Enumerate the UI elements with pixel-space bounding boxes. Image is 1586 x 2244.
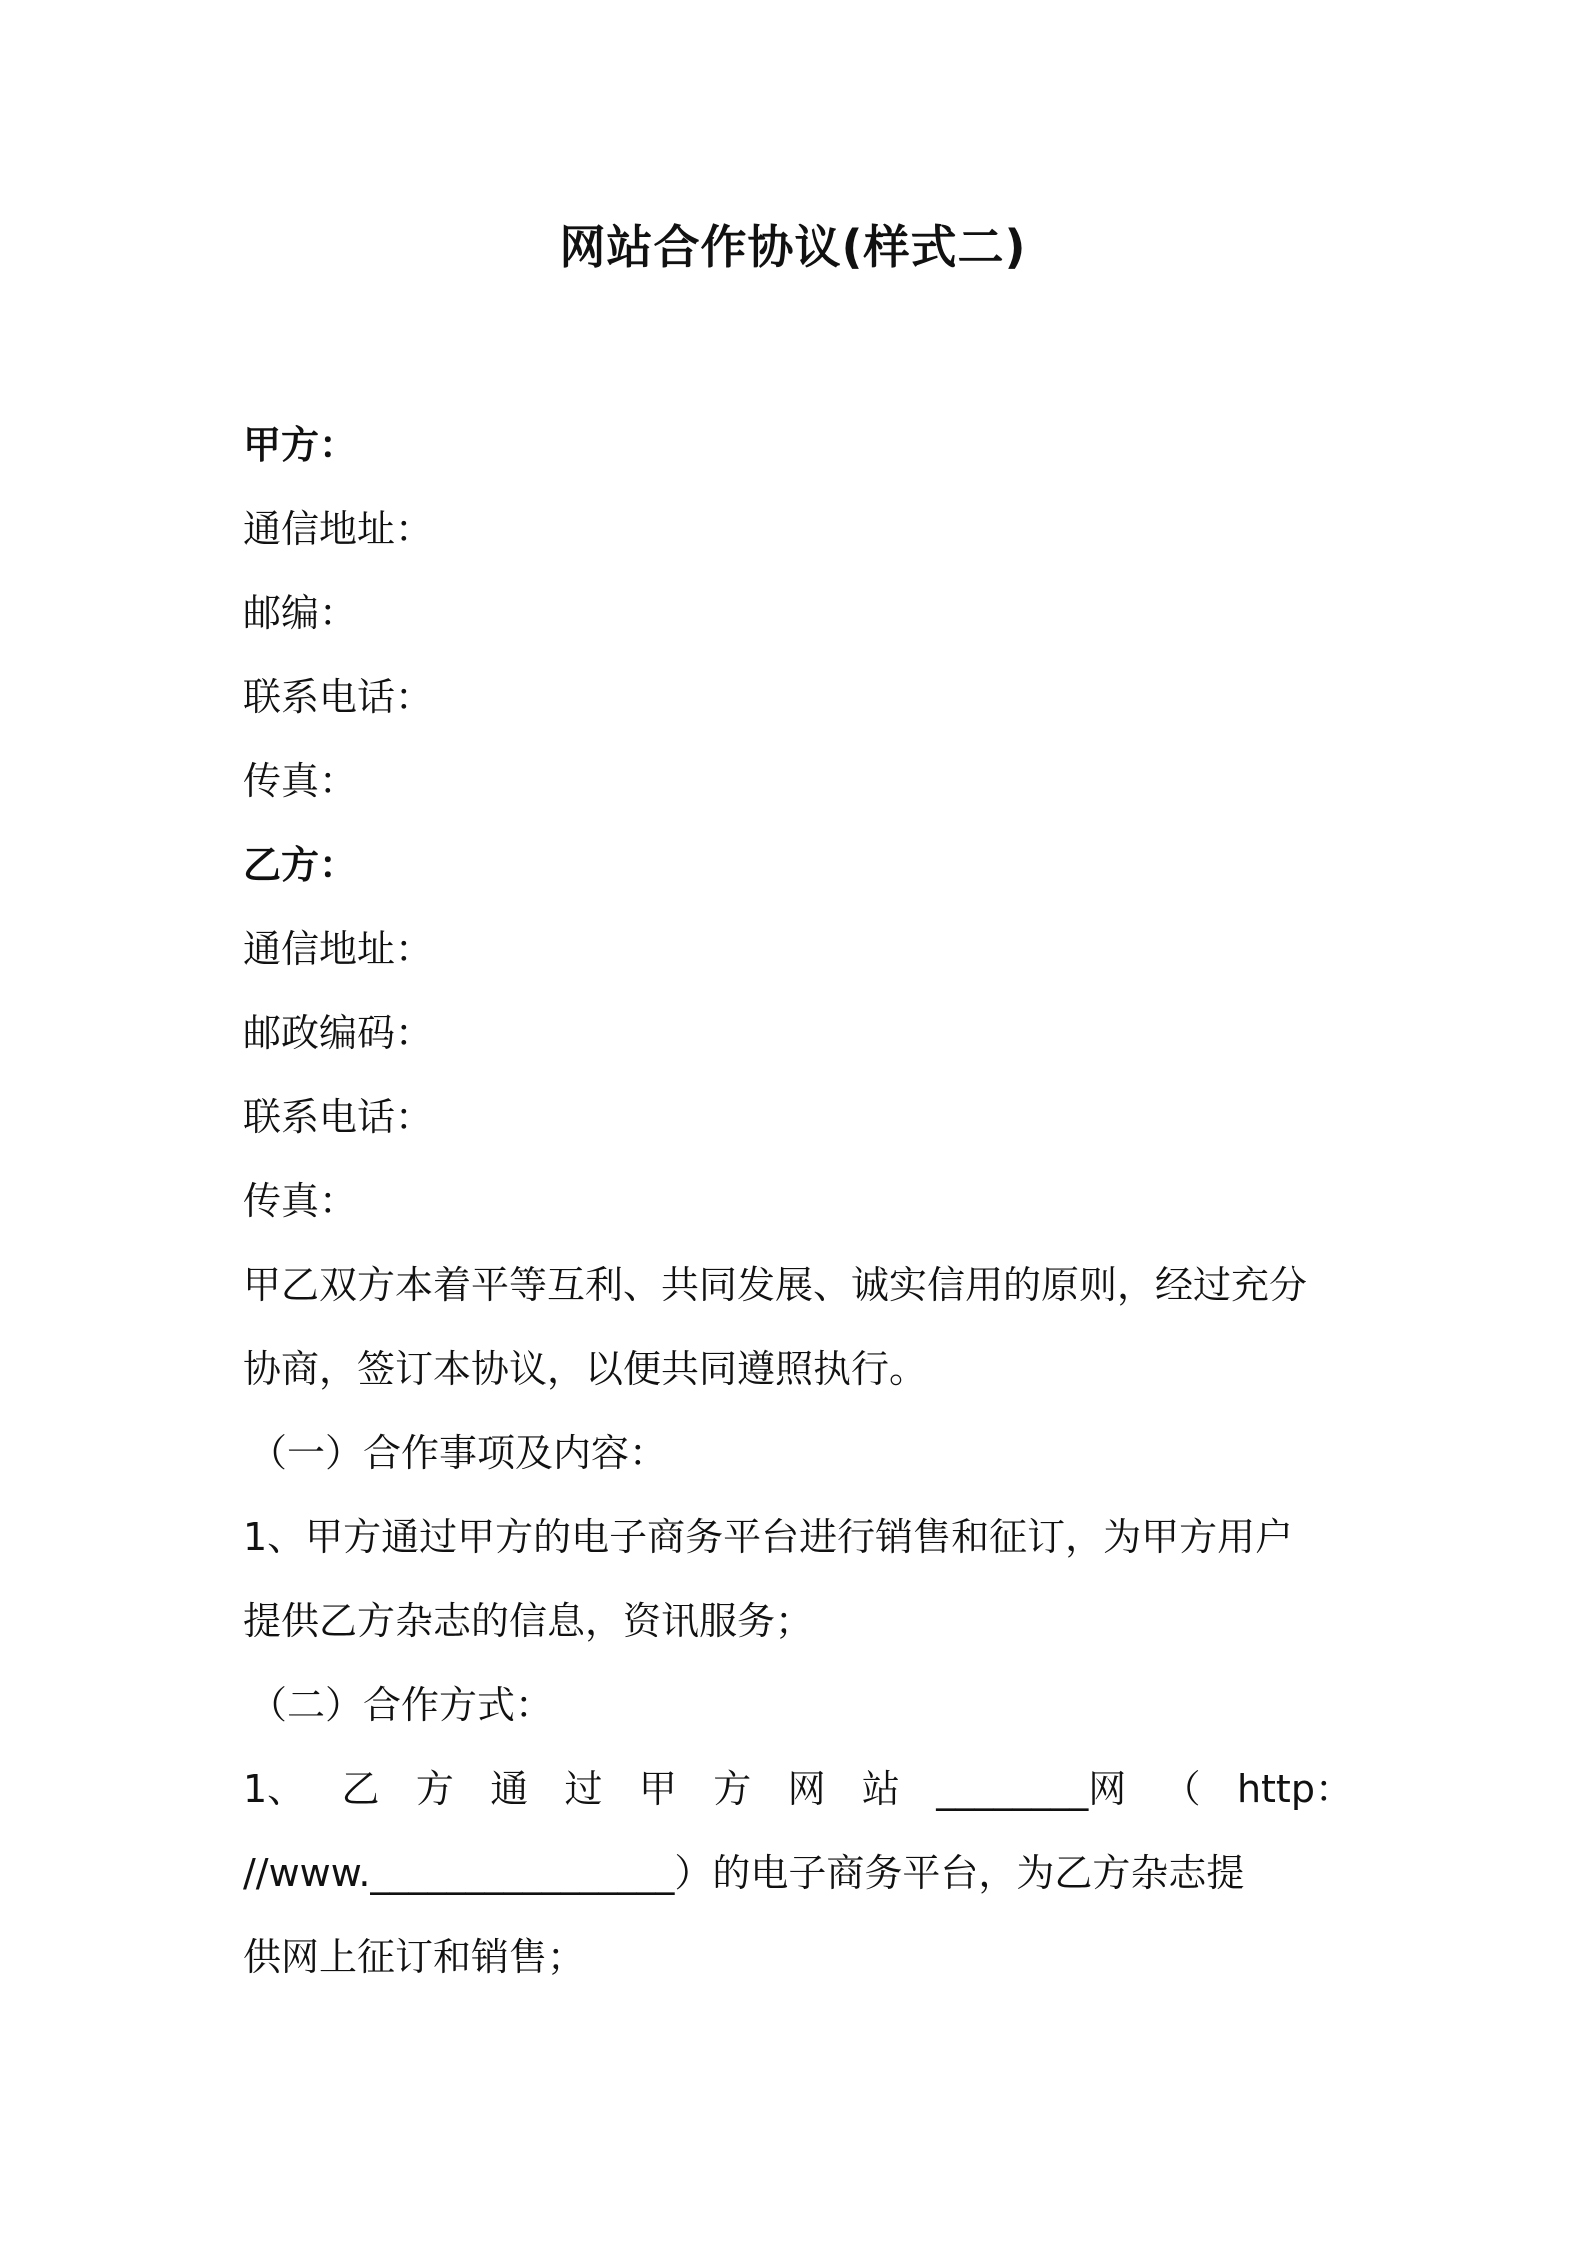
party-a-label: 甲方： — [243, 423, 358, 467]
party-a-address-label: 通信地址： — [243, 507, 434, 551]
document-title: 网站合作协议(样式二) — [559, 220, 1027, 274]
section-2-item-1-line-2: //www.________________）的电子商务平台，为乙方杂志提 — [243, 1851, 1245, 1895]
section-1-item-1-line-1: 1、甲方通过甲方的电子商务平台进行销售和征订，为甲方用户 — [243, 1515, 1294, 1559]
section-2-token: 方 — [713, 1767, 752, 1811]
section-2-token: 网 — [787, 1767, 826, 1811]
section-2-token: 1、 — [243, 1767, 306, 1811]
section-2-item-1-line-3: 供网上征订和销售； — [243, 1935, 586, 1979]
section-2-token: （ — [1162, 1767, 1201, 1811]
section-2-token: 方 — [415, 1767, 454, 1811]
party-b-fax-label: 传真： — [243, 1179, 358, 1223]
section-2-heading: （二）合作方式： — [249, 1683, 554, 1727]
website-name-blank: ________网 — [936, 1767, 1127, 1811]
document-body — [243, 403, 1353, 1999]
section-1-heading: （一）合作事项及内容： — [249, 1431, 668, 1475]
section-2-token: 通 — [490, 1767, 529, 1811]
party-a-postcode-label: 邮编： — [243, 591, 358, 635]
party-b-phone-label: 联系电话： — [243, 1095, 434, 1139]
party-a-phone-label: 联系电话： — [243, 675, 434, 719]
url-prefix: http： — [1236, 1767, 1353, 1811]
section-2-token: 站 — [861, 1767, 900, 1811]
section-2-token: 甲 — [638, 1767, 677, 1811]
section-2-token: 乙 — [341, 1767, 380, 1811]
party-b-label: 乙方： — [243, 843, 358, 887]
section-2-token: 过 — [564, 1767, 603, 1811]
intro-paragraph-line-1: 甲乙双方本着平等互利、共同发展、诚实信用的原则，经过充分 — [243, 1263, 1308, 1307]
section-1-item-1-line-2: 提供乙方杂志的信息，资讯服务； — [243, 1599, 814, 1643]
section-2-item-1-line-1 — [243, 1747, 1353, 1831]
party-b-postcode-label: 邮政编码： — [243, 1011, 434, 1055]
party-a-fax-label: 传真： — [243, 759, 358, 803]
party-b-address-label: 通信地址： — [243, 927, 434, 971]
intro-paragraph-line-2: 协商，签订本协议，以便共同遵照执行。 — [243, 1347, 928, 1391]
